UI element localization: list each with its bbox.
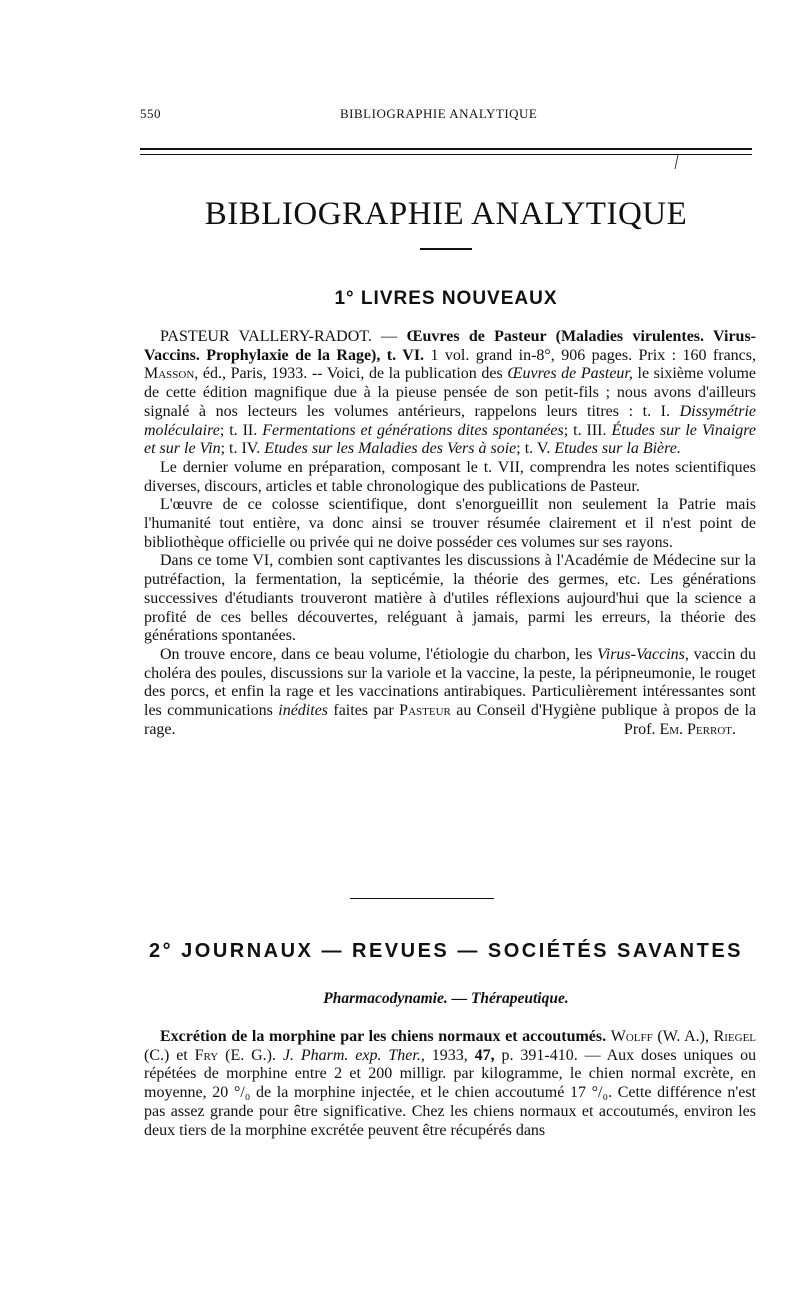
review-vol4: Etudes sur les Maladies des Vers à soie [264, 440, 517, 458]
review-para-4: Dans ce tome VI, combien sont captivantes les discussions à l'Académie de Médecine sur la putréfaction, la fermentation, la septicémie, la théorie des germes, etc. Les générations successives d'étudiants trouveront matière à d'utiles réflexions aujourd'hui que la science a profité de ces belles découvertes, reléguant à jamais, parmi les erreurs, la théorie des générations spontanées. [144, 552, 756, 645]
review-para5-inedites: inédites [278, 702, 329, 720]
running-title: BIBLIOGRAPHIE ANALYTIQUE [340, 106, 538, 121]
article-text: Aux doses uniques ou répétées de morphine entre 2 et 200 milligr. par kilogramme, le chien normal excrète, en moyenne, 20 °/₀ de la morphine injectée, et le chien accoutumé 17 °/₀. Cette différence n'est pas assez grande pour être significative. Chez les chiens normaux et accoutumés, environ les deux tiers de la morphine excrétée peuvent être récupérés dans [144, 1046, 757, 1139]
article-author2: Riegel [713, 1028, 757, 1045]
review-vol1: Dissymétrie moléculaire [144, 402, 757, 439]
review-text-a: le sixième volume de cette édition magnifique due à la pieuse pensée de son petit-fils ; nous avons d'ailleurs signalé à nos lecteurs les volumes antérieurs, rappelons leurs titres : t. I. [144, 365, 757, 420]
signature-prefix: Prof. [623, 720, 656, 738]
header-rule-thin [140, 154, 752, 155]
article-volume: 47, [474, 1046, 495, 1064]
review-sep1: ; t. II. [219, 421, 258, 439]
rule-tick-mark [675, 155, 679, 169]
review-publisher: Masson, [144, 365, 199, 383]
article-title: Excrétion de la morphine par les chiens normaux et accoutumés. [160, 1028, 607, 1045]
page-number: 550 [140, 106, 161, 121]
review-para5-a: On trouve encore, dans ce beau volume, l'étiologie du charbon, les [160, 645, 593, 663]
subheading-pharmacodynamie: Pharmacodynamie. — Thérapeutique. [323, 990, 569, 1007]
review-para5-virus: Virus-Vaccins, [597, 645, 689, 663]
review-sep4: ; t. V. [516, 440, 551, 458]
review-sep3: ; t. IV. [220, 440, 261, 458]
article-author3: Fry [194, 1046, 219, 1064]
review-vol2: Fermentations et générations dites spontanées [262, 421, 564, 439]
review-para5-d: au Conseil d'Hygiène publique à propos de la rage. [144, 702, 757, 738]
section-title-journaux: 2° JOURNAUX — REVUES — SOCIÉTÉS SAVANTES [148, 940, 743, 962]
review-vol3: Études sur le Vinaigre et sur le Vin [144, 421, 757, 458]
article-journal: J. Pharm. exp. Ther., [282, 1046, 425, 1064]
journal-article [144, 1028, 756, 1140]
article-para [144, 1028, 756, 1140]
review-pub-info: 1 vol. grand in-8°, 906 pages. Prix : 160 francs, [430, 346, 757, 364]
review-author: PASTEUR VALLERY-RADOT. — [160, 328, 398, 345]
article-author1-init: (W. A.), [657, 1028, 709, 1045]
signature-name: Em. Perrot. [659, 720, 736, 738]
review-para-1 [144, 328, 756, 459]
article-author3-init: (E. G.). [225, 1046, 276, 1064]
book-review [144, 328, 756, 739]
review-sep2: ; t. III. [563, 421, 607, 439]
review-pub-place: éd., Paris, 1933. -- Voici, de la publication des [202, 365, 503, 383]
article-year: 1933, [431, 1046, 468, 1064]
review-book-title: Œuvres de Pasteur (Maladies virulentes. Virus-Vaccins. Prophylaxie de la Rage), t. VI. [144, 328, 756, 364]
review-para-3: L'œuvre de ce colosse scientifique, dont s'enorgueillit non seulement la Patrie mais l'humanité tout entière, va donc ainsi se trouver résumée clairement et il n'est point de bibliothèque officielle ou privée qui ne doive posséder ces volumes sur ses rayons. [144, 496, 756, 551]
review-para-2: Le dernier volume en préparation, composant le t. VII, comprendra les notes scientifiques diverses, discours, articles et table chronologique des publications de Pasteur. [144, 458, 756, 495]
review-para5-c: faites par [333, 702, 394, 720]
main-title: BIBLIOGRAPHIE ANALYTIQUE [204, 196, 688, 232]
section-title-livres: 1° LIVRES NOUVEAUX [334, 288, 558, 309]
section-divider [350, 898, 494, 899]
title-underline [420, 248, 472, 250]
header-rule-thick [140, 148, 752, 150]
review-oeuvres-title: Œuvres de Pasteur, [507, 365, 633, 383]
review-vol5: Etudes sur la Bière. [554, 440, 681, 458]
article-author1: Wolff [610, 1028, 653, 1045]
article-author2-init: (C.) et [144, 1046, 188, 1064]
review-para5-pasteur: Pasteur [399, 702, 451, 720]
review-signature [144, 721, 756, 740]
review-para5-b: vaccin du choléra des poules, discussions sur la variole et la vaccine, la peste, la péripneumonie, le rouget des porcs, et enfin la rage et les vaccinations antirabiques. Particulièrement intéressantes sont les communications [144, 645, 757, 720]
article-pages: p. 391-410. — [501, 1046, 601, 1064]
